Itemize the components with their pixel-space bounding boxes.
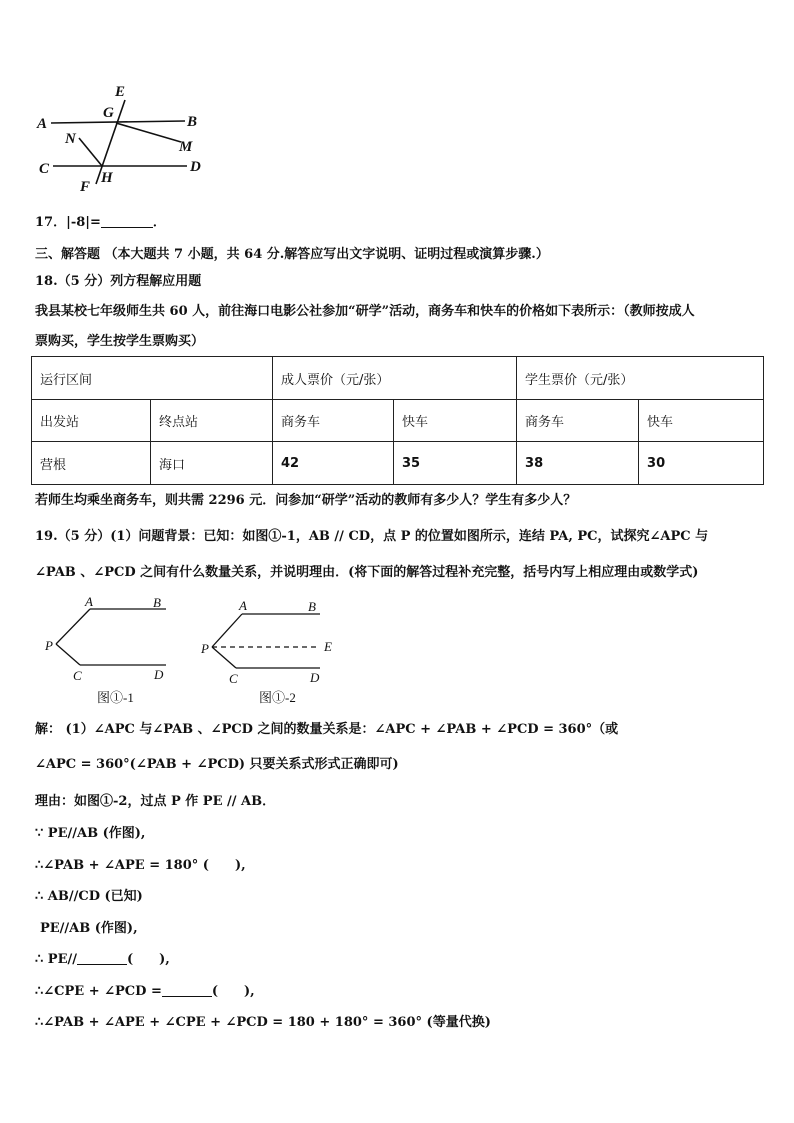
solution-line2: ∠APC = 360°(∠PAB + ∠PCD) 只要关系式形式正确即可): [35, 757, 399, 772]
step-1: ∵ PE//AB (作图),: [35, 826, 146, 841]
table-row: [32, 442, 764, 485]
step-6: [35, 983, 255, 1001]
subheader-cell: 终点站: [151, 400, 273, 442]
parallel-lines-figure: [35, 80, 215, 195]
step-6-close: ),: [244, 984, 255, 999]
section-3-header: 三、解答题 （本大题共 7 小题，共 64 分.解答应写出文字说明、证明过程或演算步骤.）: [35, 247, 549, 262]
subheader-cell: 商务车: [273, 400, 394, 442]
step-2-text: ∴∠PAB + ∠APE = 180° (: [35, 858, 209, 873]
subheader-cell: 出发站: [32, 400, 151, 442]
subheader-cell: 商务车: [517, 400, 639, 442]
fig2-label-b: B: [308, 599, 316, 614]
label-d: D: [190, 159, 201, 175]
figure-1-2: [198, 594, 348, 706]
table-cell: 35: [394, 442, 517, 485]
fig1-label-a: A: [85, 594, 93, 609]
label-n: N: [65, 131, 76, 147]
table-header-row: [32, 357, 764, 400]
solution-line1: 解： (1）∠APC 与∠PAB 、∠PCD 之间的数量关系是：∠APC + ∠PAB + ∠PCD = 360°（或: [35, 722, 619, 737]
header-student-fare: 学生票价（元/张）: [517, 357, 764, 400]
question-19-line1: 19.（5 分）(1）问题背景：已知：如图①-1，AB // CD，点 P 的位置如图所示，连结 PA, PC，试探究∠APC 与: [35, 529, 709, 544]
question-17: [35, 214, 166, 232]
step-7: ∴∠PAB + ∠APE + ∠CPE + ∠PCD = 180 + 180° = 360° (等量代换): [35, 1015, 491, 1030]
table-cell: 42: [273, 442, 394, 485]
fig1-label-c: C: [73, 668, 82, 683]
fig2-label-p: P: [201, 641, 209, 656]
fig1-label-p: P: [45, 638, 53, 653]
label-c: C: [39, 161, 50, 177]
q17-text: 17．|-8|=: [35, 215, 101, 230]
label-m: M: [179, 139, 193, 155]
header-route: 运行区间: [32, 357, 273, 400]
step-5: [35, 951, 170, 969]
step-5-close: ),: [159, 952, 170, 967]
fig1-label-b: B: [153, 595, 161, 610]
header-adult-fare: 成人票价（元/张）: [273, 357, 517, 400]
fig1-caption: 图①-1: [97, 690, 134, 705]
label-e: E: [115, 84, 126, 100]
step-5-text: ∴ PE//: [35, 952, 77, 967]
label-b: B: [187, 114, 198, 130]
q17-blank: [101, 214, 153, 228]
fig2-label-e: E: [324, 639, 332, 654]
question-18-question: 若师生均乘坐商务车，则共需 2296 元．问参加“研学”活动的教师有多少人？学生有多少人？: [35, 493, 577, 508]
table-cell: 38: [517, 442, 639, 485]
step-6-blank: [162, 983, 212, 997]
subheader-cell: 快车: [394, 400, 517, 442]
question-18-title: 18.（5 分）列方程解应用题: [35, 274, 202, 289]
step-2-close: ),: [234, 858, 246, 873]
fare-table: [31, 356, 764, 485]
subheader-cell: 快车: [639, 400, 764, 442]
table-subheader-row: [32, 400, 764, 442]
reason-line: 理由：如图①-2，过点 P 作 PE // AB．: [35, 794, 276, 809]
label-a: A: [37, 116, 48, 132]
step-4: PE//AB (作图),: [40, 921, 138, 936]
step-3: ∴ AB//CD (已知): [35, 889, 143, 904]
q17-after: ．: [152, 215, 166, 230]
table-cell: 30: [639, 442, 764, 485]
table-cell: 海口: [151, 442, 273, 485]
label-g: G: [103, 105, 114, 121]
step-6-open: (: [211, 984, 219, 999]
fig1-label-d: D: [154, 667, 164, 682]
fig2-label-c: C: [229, 671, 238, 686]
label-h: H: [101, 170, 113, 186]
fig2-label-a: A: [239, 598, 247, 613]
step-6-text: ∴∠CPE + ∠PCD =: [35, 984, 162, 999]
fig2-label-d: D: [310, 670, 320, 685]
fig2-caption: 图①-2: [259, 690, 296, 705]
question-19-line2: ∠PAB 、∠PCD 之间有什么数量关系，并说明理由．(将下面的解答过程补充完整，括号内写上相应理由或数学式): [35, 565, 699, 580]
table-cell: 营根: [32, 442, 151, 485]
step-2: [35, 857, 246, 875]
step-5-open: (: [126, 952, 134, 967]
figure-1-1: [42, 594, 177, 706]
question-18-intro-line2: 票购买，学生按学生票购买）: [35, 334, 205, 349]
label-f: F: [80, 179, 91, 195]
question-18-intro-line1: 我县某校七年级师生共 60 人，前往海口电影公社参加“研学”活动，商务车和快车的价格如下表所示：（教师按成人: [35, 304, 695, 319]
step-5-blank: [77, 951, 127, 965]
